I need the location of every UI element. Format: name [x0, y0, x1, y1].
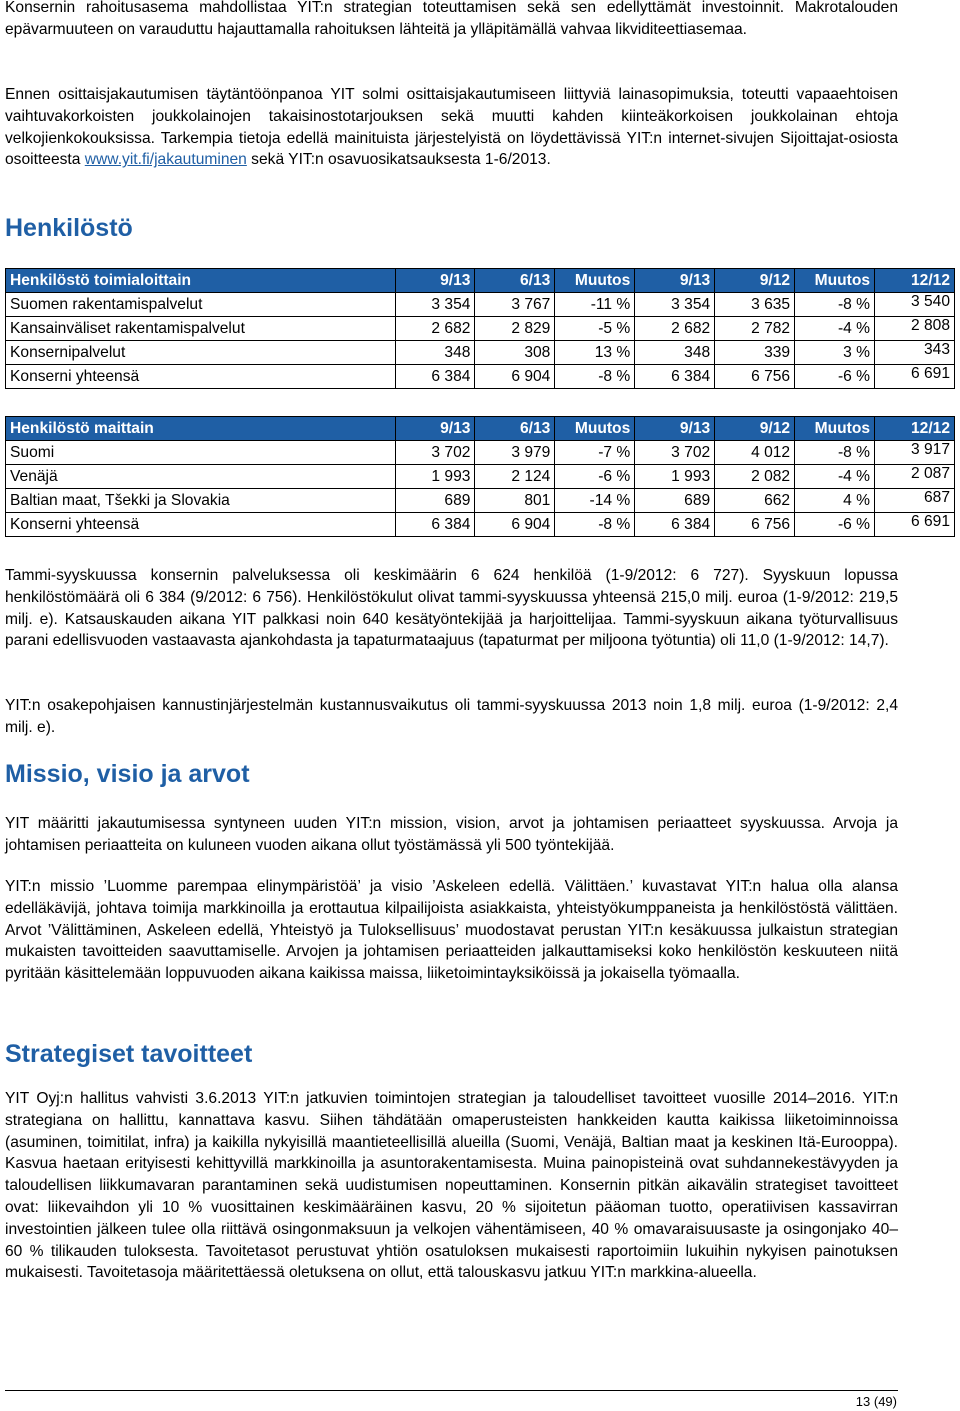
table-header-cell: Henkilöstö maittain [6, 417, 396, 441]
table-cell: 689 [395, 489, 475, 513]
table-cell: 6 691 [875, 513, 955, 537]
table-cell: 662 [715, 489, 795, 513]
table-cell: -8 % [555, 513, 635, 537]
table-cell: 3 354 [635, 293, 715, 317]
table-cell: 4 012 [715, 441, 795, 465]
table-cell: Venäjä [6, 465, 396, 489]
table-cell: -11 % [555, 293, 635, 317]
table-header-cell: Henkilöstö toimialoittain [6, 269, 396, 293]
table-cell: Konserni yhteensä [6, 365, 396, 389]
table-cell: 6 756 [715, 513, 795, 537]
table-cell: 343 [875, 341, 955, 365]
table-cell: 801 [475, 489, 555, 513]
table-cell: 6 904 [475, 513, 555, 537]
table-row [6, 293, 955, 317]
table-header-cell: Muutos [795, 269, 875, 293]
table-row [6, 365, 955, 389]
table-cell: 4 % [795, 489, 875, 513]
footer-divider [5, 1390, 898, 1391]
table-cell: 2 782 [715, 317, 795, 341]
table-cell: 3 635 [715, 293, 795, 317]
table-row [6, 317, 955, 341]
ownership-paragraph [5, 84, 898, 171]
table-cell: 6 384 [635, 513, 715, 537]
table-cell: 689 [635, 489, 715, 513]
missio-paragraph-1: YIT määritti jakautumisessa syntyneen uuden YIT:n mission, vision, arvot ja johtamisen periaatteet syyskuussa. Arvoja ja johtamisen periaatteita on kuluneen vuoden aikana ollut työstämässä yli 500 työntekijää. [5, 815, 898, 854]
table-cell: 6 384 [395, 513, 475, 537]
table-cell: 339 [715, 341, 795, 365]
table-header-cell: Muutos [795, 417, 875, 441]
missio-paragraph-2: YIT:n missio ’Luomme parempaa elinympäristöä’ ja visio ’Askeleen edellä. Välittäen.’ kuvastavat YIT:n halua olla alansa edelläkävijä, johtava toimija markkinoilla ja erottautua kilpailijoista asiakkaista, yhteistyökumppaneista ja henkilöstöstä välittäen. Arvot ’Välittäminen, Askeleen edellä, Yhteistyö ja Tuloksellisuus’ muodostavat perustan YIT:n kesäkuussa julkaistun strategian mukaisten tavoitteiden saavuttamiselle. Arvojen ja johtamisen periaatteiden jalkauttamiseksi koko henkilöstön keskuuteen niitä pyritään käsittelemään loppuvuoden aikana kaikissa maissa, liiketoimintayksiköissä ja jokaisella työmaalla. [5, 878, 898, 983]
table-header-cell: 6/13 [475, 417, 555, 441]
table-cell: Kansainväliset rakentamispalvelut [6, 317, 396, 341]
table-cell: -6 % [795, 513, 875, 537]
table-cell: 2 124 [475, 465, 555, 489]
table-cell: 2 682 [395, 317, 475, 341]
table-cell: -14 % [555, 489, 635, 513]
table-cell: 2 829 [475, 317, 555, 341]
table-cell: 3 767 [475, 293, 555, 317]
table-header-cell: 12/12 [875, 269, 955, 293]
table-cell: -4 % [795, 317, 875, 341]
table-cell: 2 808 [875, 317, 955, 341]
page-number: 13 (49) [855, 1394, 897, 1409]
table-cell: -5 % [555, 317, 635, 341]
table-cell: -6 % [555, 465, 635, 489]
table-cell: 2 087 [875, 465, 955, 489]
table-header-cell: Muutos [555, 269, 635, 293]
table-header-cell: 9/13 [635, 269, 715, 293]
share-incentive-paragraph: YIT:n osakepohjaisen kannustinjärjestelmän kustannusvaikutus oli tammi-syyskuussa 2013 noin 1,8 milj. euroa (1-9/2012: 2,4 milj. e). [5, 697, 898, 736]
heading-strategia: Strategiset tavoitteet [5, 1040, 253, 1068]
table-header-cell: 9/12 [715, 417, 795, 441]
table-cell: 6 384 [395, 365, 475, 389]
heading-missio: Missio, visio ja arvot [5, 760, 250, 788]
table-cell: 3 354 [395, 293, 475, 317]
table-cell: 6 904 [475, 365, 555, 389]
table-cell: 308 [475, 341, 555, 365]
table-row [6, 489, 955, 513]
table-cell: 3 917 [875, 441, 955, 465]
table-staff-by-country [5, 416, 955, 537]
table-cell: -6 % [795, 365, 875, 389]
table-cell: 3 979 [475, 441, 555, 465]
table-cell: Suomen rakentamispalvelut [6, 293, 396, 317]
table-cell: 3 % [795, 341, 875, 365]
ownership-text-end: sekä YIT:n osavuosikatsauksesta 1-6/2013. [246, 151, 551, 169]
strategia-paragraph: YIT Oyj:n hallitus vahvisti 3.6.2013 YIT:n jatkuvien toimintojen strategian ja taloudelliset tavoitteet vuosille 2014–2016. YIT:n strategiana on hallittu, kannattava kasvu. Siihen tähdätään omaperusteisten hankkeiden kautta kaikissa liiketoiminnoissa (asuminen, toimitilat, infra) ja kaikilla nykyisillä maantieteellisillä alueilla (Suomi, Venäjä, Baltian maat ja keskinen Itä-Eurooppa). Kasvua haetaan erityisesti kehittyvillä markkinoilla ja asuntorakentamisesta. Muina painopisteinä ovat suhdannekestävyyden ja taloudellisen liikkumavaran parantaminen sekä uudistumisen nopeuttaminen. Konsernin pitkän aikavälin strategiset tavoitteet ovat: liikevaihdon yli 10 % vuosittainen keskimääräinen kasvu, 20 % sijoitetun pääoman tuotto, operatiivisen kassavirran investointien jälkeen tulee olla riittävä osingonmaksuun ja velkojen vähentämiseen, 40 % omavaraisuusaste ja osingonjako 40–60 % tilikauden tuloksesta. Tavoitetasot perustuvat yhtiön osatuloksen mukaisesti raportoimiin lukuihin nykyisen painotuksen mukaisesti. Tavoitetasoja määritettäessä oletuksena on ollut, että talouskasvu jatkuu YIT:n markkina-alueella. [5, 1090, 898, 1282]
table-header-cell: 9/13 [395, 269, 475, 293]
table-header-cell: 9/13 [635, 417, 715, 441]
table-cell: 2 082 [715, 465, 795, 489]
table-header-cell: 9/12 [715, 269, 795, 293]
table-cell: 6 691 [875, 365, 955, 389]
table-cell: Konsernipalvelut [6, 341, 396, 365]
table-cell: Baltian maat, Tšekki ja Slovakia [6, 489, 396, 513]
table-header-row [6, 269, 955, 293]
table-cell: 687 [875, 489, 955, 513]
table-row [6, 441, 955, 465]
table-header-row [6, 417, 955, 441]
table-cell: 348 [635, 341, 715, 365]
table-cell: 1 993 [395, 465, 475, 489]
table-cell: 2 682 [635, 317, 715, 341]
table-cell: 1 993 [635, 465, 715, 489]
table-cell: -7 % [555, 441, 635, 465]
table-cell: -8 % [795, 293, 875, 317]
intro-paragraph: Konsernin rahoitusasema mahdollistaa YIT:n strategian toteuttamisen sekä sen edellyttämät investoinnit. Makrotalouden epävarmuuteen on varauduttu hajauttamalla rahoituksen lähteitä ja ylläpitämällä vahvaa likviditeettiasemaa. [5, 0, 898, 38]
table-cell: 3 540 [875, 293, 955, 317]
table-staff-by-segment [5, 268, 955, 389]
table-cell: Suomi [6, 441, 396, 465]
table-header-cell: 9/13 [395, 417, 475, 441]
table-row [6, 341, 955, 365]
jakautuminen-link[interactable]: www.yit.fi/jakautuminen [84, 151, 247, 169]
table-cell: 3 702 [635, 441, 715, 465]
table-cell: 6 756 [715, 365, 795, 389]
heading-henkilosto: Henkilöstö [5, 214, 133, 242]
table-row [6, 513, 955, 537]
table-cell: -8 % [555, 365, 635, 389]
table-header-cell: 12/12 [875, 417, 955, 441]
staff-paragraph: Tammi-syyskuussa konsernin palveluksessa oli keskimäärin 6 624 henkilöä (1-9/2012: 6 727). Syyskuun lopussa henkilöstömäärä oli 6 384 (9/2012: 6 756). Henkilöstökulut olivat tammi-syyskuussa yhteensä 215,0 milj. euroa (1-9/2012: 219,5 milj. e). Katsauskauden aikana YIT palkkasi noin 640 kesätyöntekijää ja harjoittelijaa. Tammi-syyskuun aikana työturvallisuus parani edellisvuoden vastaavasta ajankohdasta ja tapaturmataajuus (tapaturmat per miljoona työtuntia) oli 11,0 (1-9/2012: 14,7). [5, 567, 898, 650]
table-cell: 13 % [555, 341, 635, 365]
table-header-cell: 6/13 [475, 269, 555, 293]
table-cell: -8 % [795, 441, 875, 465]
table-header-cell: Muutos [555, 417, 635, 441]
table-cell: Konserni yhteensä [6, 513, 396, 537]
table-cell: 3 702 [395, 441, 475, 465]
ownership-text: Ennen osittaisjakautumisen täytäntöönpanoa YIT solmi osittaisjakautumiseen liittyviä lainasopimuksia, toteutti vapaaehtoisen vaihtuvakorkoisten joukkolainojen takaisinostotarjouksen sekä muutti kahden kiinteäkorkoisen joukkolainan ehtoja velkojienkokouksissa. Tarkempia tietoja edellä mainituista järjestelyistä on löydettävissä YIT:n internet-sivujen Sijoittajat-osiosta osoitteesta [5, 86, 898, 169]
table-cell: 348 [395, 341, 475, 365]
table-row [6, 465, 955, 489]
table-cell: -4 % [795, 465, 875, 489]
table-cell: 6 384 [635, 365, 715, 389]
